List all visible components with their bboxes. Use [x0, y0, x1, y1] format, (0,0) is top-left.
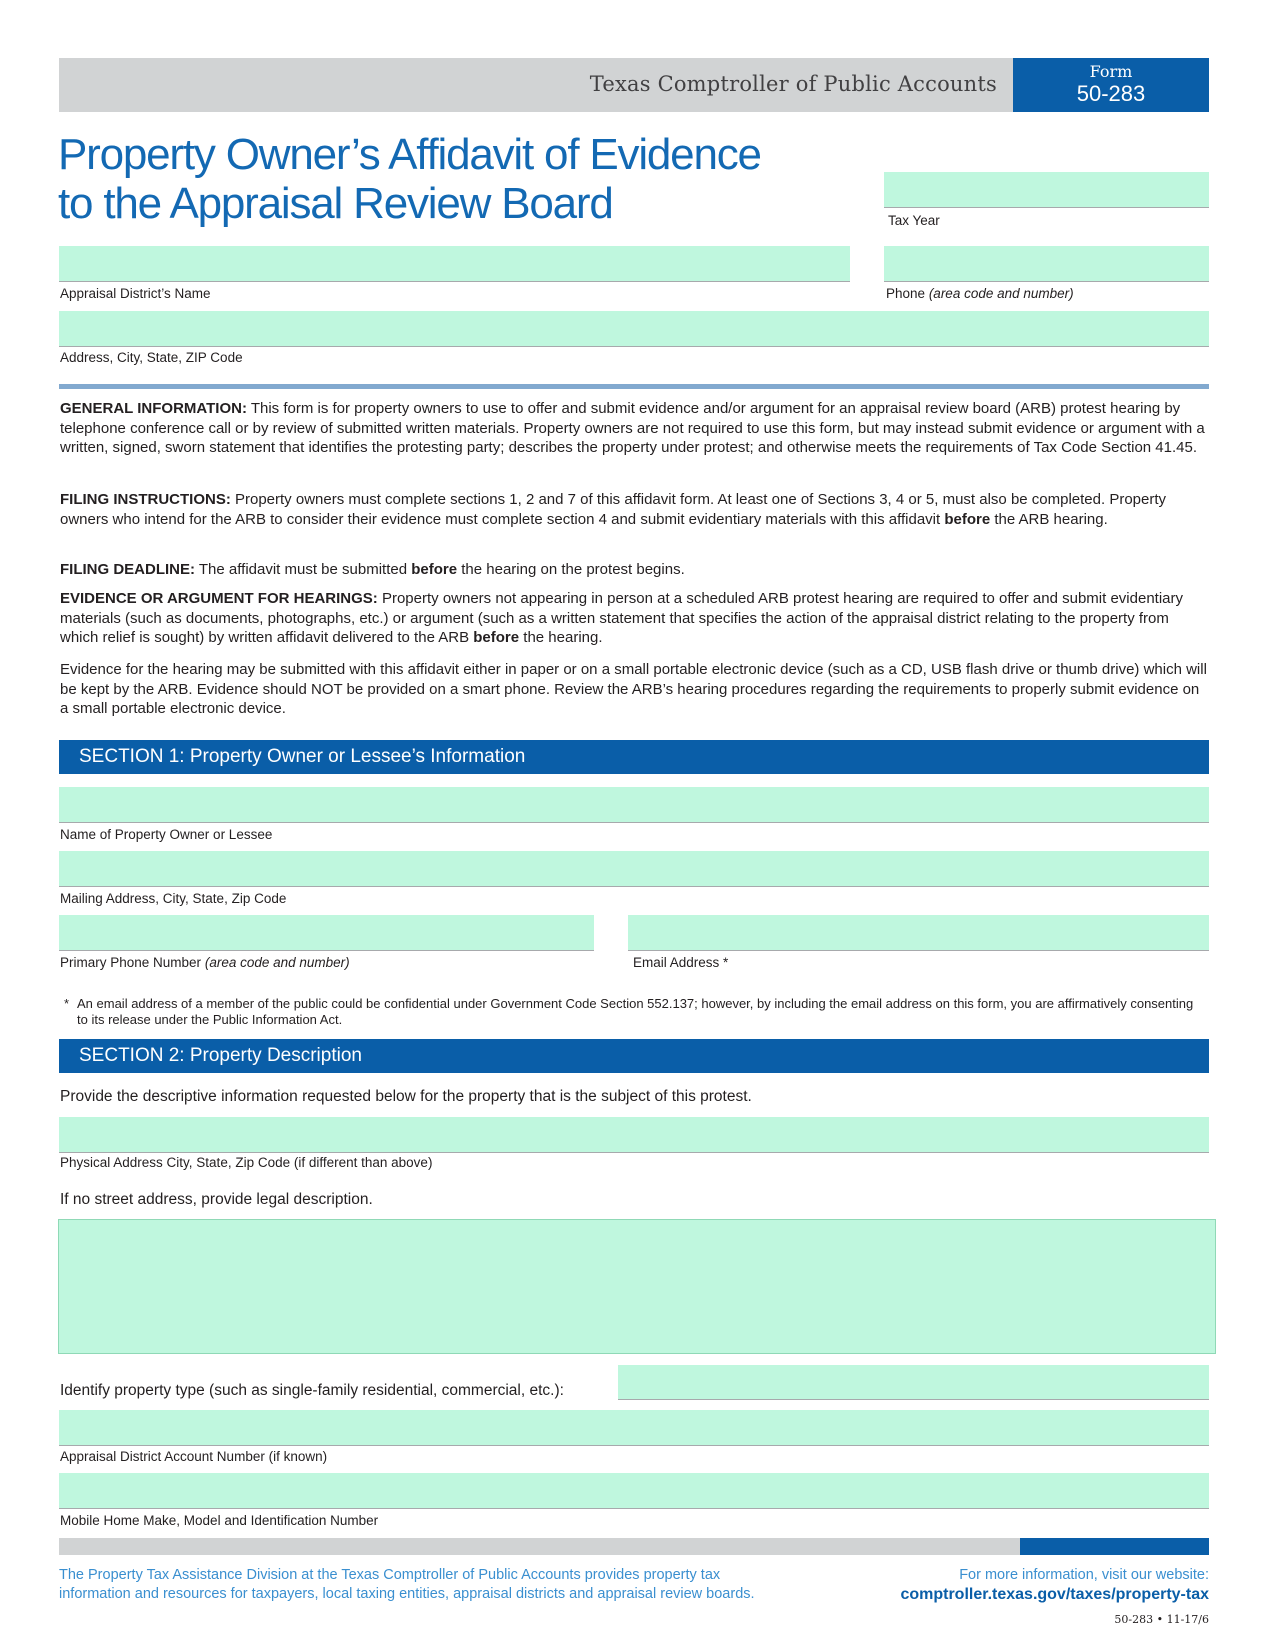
footer-description-line-2: information and resources for taxpayers, local taxing entities, appraisal districts and appraisal review boards. — [59, 1586, 755, 1602]
phone-field[interactable] — [884, 246, 1209, 282]
filing-instructions-text: Property owners must complete sections 1, 2 and 7 of this affidavit form. At least one of Sections 3, 4 or 5, must also be completed. Property owners who intend for the ARB to consider their evidence must complete section 4 and submit evidentiary materials with this affidavit — [60, 491, 1167, 528]
primary-phone-label-hint: (area code and number) — [204, 955, 350, 970]
email-note-text: An email address of a member of the public could be confidential under Government Code Section 552.137; however, by including the email address on this form, you are affirmatively consenting to its release under the Public Information Act. — [77, 996, 1194, 1027]
device-info: Evidence for the hearing may be submitted with this affidavit either in paper or on a small portable electronic device (such as a CD, USB flash drive or thumb drive) which will be kept by the ARB. Evidence should NOT be provided on a smart phone. Review the ARB’s hearing procedures regarding the requirements to properly submit evidence on a small portable electronic device. — [60, 661, 1207, 717]
general-info-heading: GENERAL INFORMATION: — [60, 400, 247, 417]
email-label: Email Address * — [633, 955, 729, 970]
mailing-address-field[interactable] — [59, 851, 1209, 887]
evidence-heading: EVIDENCE OR ARGUMENT FOR HEARINGS: — [60, 590, 378, 607]
filing-deadline — [60, 560, 1210, 580]
physical-address-field[interactable] — [59, 1117, 1209, 1153]
email-note-star: * — [64, 996, 70, 1011]
owner-name-field[interactable] — [59, 787, 1209, 823]
evidence-bold: before — [473, 629, 520, 646]
address-label: Address, City, State, ZIP Code — [60, 350, 243, 365]
footer-description — [59, 1566, 919, 1604]
agency-name: Texas Comptroller of Public Accounts — [589, 72, 997, 96]
general-info-text: This form is for property owners to use to offer and submit evidence and/or argument for an appraisal review board (ARB) protest hearing by telephone conference call or by review of submitted written materials. Property owners are not required to use this form, but may instead submit evidence or argument with a written, signed, sworn statement that identifies the protesting party; describes the property under protest; and otherwise meets the requirements of Tax Code Section 41.45. — [60, 400, 1205, 456]
mailing-address-label: Mailing Address, City, State, Zip Code — [60, 891, 287, 906]
section-1-heading: SECTION 1: Property Owner or Lessee’s Information — [59, 740, 1209, 774]
evidence-for-hearings — [60, 589, 1210, 648]
footer-website-prompt: For more information, visit our website: — [959, 1567, 1209, 1583]
legal-description-prompt: If no street address, provide legal description. — [60, 1191, 373, 1208]
filing-deadline-text-end: the hearing on the protest begins. — [457, 561, 685, 578]
page-title — [58, 130, 838, 228]
divider-rule — [59, 384, 1209, 389]
footer-description-line-1: The Property Tax Assistance Division at the Texas Comptroller of Public Accounts provides property tax — [59, 1567, 721, 1583]
form-number: 50-283 — [1076, 81, 1146, 106]
filing-instructions-bold: before — [944, 510, 991, 528]
legal-description-field[interactable] — [58, 1219, 1216, 1354]
filing-deadline-text: The affidavit must be submitted — [195, 561, 412, 578]
district-name-label: Appraisal District’s Name — [60, 286, 211, 301]
phone-label — [886, 286, 1074, 301]
property-type-field[interactable] — [618, 1365, 1209, 1400]
phone-label-text: Phone — [886, 286, 926, 301]
evidence-text-end: the hearing. — [519, 629, 603, 646]
email-note — [64, 996, 1204, 1028]
mobile-home-field[interactable] — [59, 1473, 1209, 1509]
address-field[interactable] — [59, 311, 1209, 347]
account-number-field[interactable] — [59, 1410, 1209, 1446]
primary-phone-field[interactable] — [59, 915, 594, 951]
filing-deadline-bold: before — [411, 561, 458, 578]
filing-deadline-heading: FILING DEADLINE: — [60, 561, 195, 578]
footer-website-link[interactable]: comptroller.texas.gov/taxes/property-tax — [900, 1586, 1209, 1603]
title-line-2: to the Appraisal Review Board — [58, 179, 613, 228]
form-revision-code: 50-283 • 11-17/6 — [1114, 1613, 1209, 1626]
primary-phone-label-text: Primary Phone Number — [60, 955, 202, 970]
account-number-label: Appraisal District Account Number (if known) — [60, 1449, 328, 1464]
evidence-text: Property owners not appearing in person at a scheduled ARB protest hearing are required to offer and submit evidentiary materials (such as documents, photographs, etc.) or argument (such as a written statement that specifies the action of the appraisal district relating to the property from which relief is sought) by written affidavit delivered to the ARB — [60, 590, 1183, 646]
form-label: Form — [1089, 62, 1133, 81]
phone-label-hint: (area code and number) — [928, 286, 1074, 301]
district-name-field[interactable] — [59, 246, 850, 282]
section-2-intro: Provide the descriptive information requested below for the property that is the subject of this protest. — [60, 1088, 752, 1105]
physical-address-label: Physical Address City, State, Zip Code (if different than above) — [60, 1155, 433, 1170]
general-info — [60, 399, 1210, 458]
mobile-home-label: Mobile Home Make, Model and Identification Number — [60, 1513, 379, 1528]
filing-instructions-text-end: the ARB hearing. — [990, 510, 1108, 528]
footer-website — [800, 1566, 1209, 1604]
primary-phone-label — [60, 955, 350, 970]
title-line-1: Property Owner’s Affidavit of Evidence — [58, 130, 761, 179]
filing-instructions-heading: FILING INSTRUCTIONS: — [60, 491, 231, 508]
footer-bar-accent — [1020, 1538, 1209, 1555]
form-number-box — [1013, 58, 1209, 112]
tax-year-field[interactable] — [884, 172, 1209, 208]
tax-year-label: Tax Year — [888, 213, 940, 228]
owner-name-label: Name of Property Owner or Lessee — [60, 827, 273, 842]
section-2-heading: SECTION 2: Property Description — [59, 1039, 1209, 1073]
email-field[interactable] — [628, 915, 1209, 951]
footer-bar — [59, 1538, 1020, 1555]
property-type-prompt: Identify property type (such as single-family residential, commercial, etc.): — [60, 1382, 564, 1399]
filing-instructions — [60, 490, 1210, 529]
